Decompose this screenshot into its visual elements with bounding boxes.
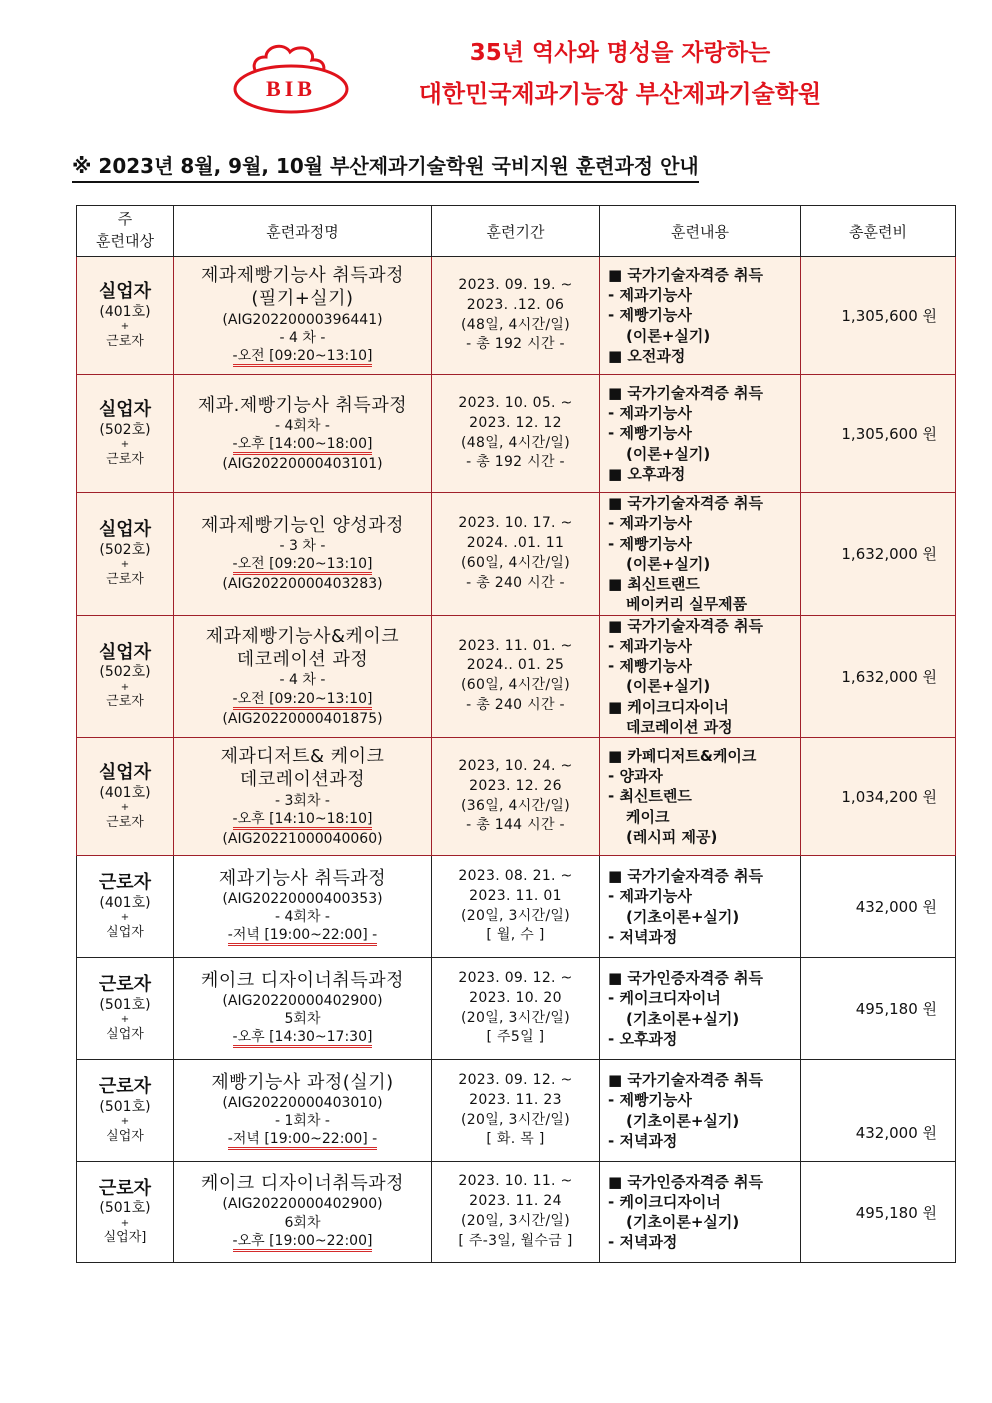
course-rows [77,257,956,1263]
course-name-cell [174,615,432,738]
period-line: - 총 240 시간 - [466,574,565,591]
course-line [174,1232,431,1252]
content-cell [600,1162,801,1263]
period-line: 2023. 10. 11. ~ [458,1173,573,1190]
content-heading: ■ 국가기술자격증 취득 [608,493,800,513]
course-line [174,537,431,555]
period-cell [432,1060,600,1162]
course-name-cell [174,738,432,856]
content-heading: ■ 국가기술자격증 취득 [608,866,800,886]
period-cell [432,375,600,493]
course-line [174,455,431,473]
period-line: 2023. 09. 12. ~ [458,1071,573,1088]
fee-cell: 1,305,600 원 [801,257,956,375]
course-line [174,514,431,537]
fee-cell: 432,000 원 [801,856,956,958]
period-line: 2024.. 01. 25 [466,657,565,674]
course-line [174,867,431,890]
content-cell [600,1060,801,1162]
course-code: (AIG20220000403101) [222,456,383,473]
period-line: 2023. 11. 01. ~ [458,637,573,654]
course-line [174,1214,431,1232]
target-main: 실업자 [98,399,152,421]
course-line [174,1112,431,1130]
target-plus: + [120,439,130,451]
period-cell [432,493,600,616]
period-line: 2023. 11. 24 [469,1193,562,1210]
target-plus: + [120,802,130,814]
target-plus: + [120,1217,130,1229]
target-room: (401호) [99,894,151,911]
course-line [174,768,431,791]
content-item: (레시피 제공) [626,827,718,846]
course-table [76,205,956,1263]
course-line [174,890,431,908]
target-sub: 실업자 [106,924,144,940]
target-room: (501호) [99,1200,151,1217]
course-code: (AIG20220000396441) [222,311,383,328]
period-line: - 총 192 시간 - [466,454,565,471]
course-time: -오후 [14:00~18:00] [233,436,373,455]
course-title: 케이크 디자이너취득과정 [201,1173,404,1195]
period-line: (36일, 4시간/일) [461,797,570,814]
period-line: 2023. 10. 20 [469,989,562,1006]
period-line: 2023. 11. 01 [469,887,562,904]
course-session: 6회차 [284,1214,321,1231]
course-line [174,710,431,728]
course-code: (AIG20220000403283) [222,576,383,593]
target-main: 근로자 [98,974,152,996]
period-line: (20일, 3시간/일) [461,1213,570,1229]
course-line [174,745,431,768]
period-line: 2023. 12. 12 [469,414,562,431]
table-row [77,1060,956,1162]
course-line [174,1010,431,1028]
content-heading: ■ 오후과정 [608,464,800,484]
target-sub: 근로자 [106,451,144,467]
period-line: [ 월, 수 ] [486,927,545,944]
slogan-line-1: 35년 역사와 명성을 자랑하는 [469,40,771,66]
header-target-bottom: 훈련대상 [96,232,154,250]
table-row [77,493,956,616]
course-line [174,1028,431,1048]
period-line: [ 주5일 ] [486,1029,545,1046]
content-item: - 제과기능사 [608,636,800,656]
course-line [174,555,431,575]
target-cell [77,375,174,493]
course-line [174,810,431,830]
target-cell [77,856,174,958]
content-heading: ■ 국가기술자격증 취득 [608,265,800,285]
period-line: 2023. 09. 19. ~ [458,276,573,293]
period-line: (60일, 4시간/일) [461,677,570,694]
target-cell [77,615,174,738]
fee-cell: 1,632,000 원 [801,615,956,738]
target-main: 실업자 [98,519,152,541]
slogan-line-2: 대한민국제과기능장 부산제과기술학원 [418,80,822,108]
period-line: - 총 192 시간 - [466,336,565,353]
target-main: 근로자 [98,1177,152,1199]
period-line: [ 주-3일, 월수금 ] [458,1232,573,1249]
course-session: - 3 차 - [279,538,326,555]
content-cell [600,615,801,738]
target-plus: + [120,912,130,924]
period-cell [432,958,600,1060]
course-line [174,1094,431,1112]
content-cell [600,856,801,958]
content-item: (이론+실기) [626,326,711,345]
header-period: 훈련기간 [432,206,600,257]
content-heading: ■ 카페디저트&케이크 [608,746,800,766]
content-item: - 오후과정 [608,1029,800,1049]
target-room: (502호) [99,541,151,558]
period-line: 2023, 10. 24. ~ [458,757,573,774]
course-name-cell [174,856,432,958]
content-item: 데코레이션 과정 [626,717,733,736]
content-item: 케이크 [626,807,670,826]
fee-cell: 495,180 원 [801,1162,956,1263]
table-row [77,257,956,375]
target-sub: 근로자 [106,571,144,587]
period-line: (48일, 4시간/일) [461,434,570,451]
content-item: - 저녁과정 [608,927,800,947]
course-name-cell [174,1162,432,1263]
header-target [77,206,174,257]
course-line [174,1130,431,1150]
content-item: - 제빵기능사 [608,656,800,676]
course-line [174,1195,431,1213]
content-item: (이론+실기) [626,554,711,573]
course-session: - 1회차 - [275,1113,330,1130]
course-title: 제빵기능사 과정(실기) [211,1071,394,1093]
course-code: (AIG20220000402900) [222,992,383,1009]
course-name-cell [174,958,432,1060]
table-row [77,1162,956,1263]
target-sub: 근로자 [106,333,144,349]
period-line: [ 화. 목 ] [486,1131,545,1148]
logo-text: BIB [266,76,316,101]
period-line: (20일, 3시간/일) [461,907,570,924]
target-sub: 실업자 [106,1128,144,1144]
target-main: 실업자 [98,762,152,784]
fee-cell: 1,034,200 원 [801,738,956,856]
target-plus: + [120,1014,130,1026]
course-line [174,1172,431,1195]
document-title: ※ 2023년 8월, 9월, 10월 부산제과기술학원 국비지원 훈련과정 안내 [72,150,699,183]
course-title: 제과기능사 취득과정 [218,867,387,889]
period-cell [432,738,600,856]
header-target-top: 주 [117,210,133,229]
course-time: -오후 [19:00~22:00] [233,1233,373,1252]
course-name-cell [174,493,432,616]
course-line [174,264,431,287]
period-line: 2023. 11. 23 [469,1091,562,1108]
content-cell [600,738,801,856]
target-cell [77,1162,174,1263]
course-session: - 4 차 - [279,329,326,346]
target-cell [77,493,174,616]
content-item: - 양과자 [608,766,800,786]
course-session: 5회차 [284,1011,321,1028]
content-item: (이론+실기) [626,677,711,696]
period-line: 2023. 09. 12. ~ [458,969,573,986]
target-main: 근로자 [98,1076,152,1098]
course-title: 제과제빵기능사 취득과정 [201,264,404,286]
course-code: (AIG20220000400353) [222,890,383,907]
course-session: - 3회차 - [275,792,330,809]
course-line [174,830,431,848]
table-header-row [77,206,956,257]
target-plus: + [120,559,130,571]
bib-logo [232,42,350,114]
fee-cell: 1,305,600 원 [801,375,956,493]
course-title: 제과.제빵기능사 취득과정 [197,394,408,416]
period-line: 2023. 12. 26 [469,777,562,794]
target-main: 근로자 [98,872,152,894]
content-cell [600,958,801,1060]
period-line: 2023. 08. 21. ~ [458,867,573,884]
content-item: (기초이론+실기) [626,1213,740,1231]
course-title: 데코레이션 과정 [236,649,369,671]
period-line: 2023. 10. 17. ~ [458,515,573,531]
content-item: - 제빵기능사 [608,534,800,554]
content-item: - 제과기능사 [608,403,800,423]
table-row [77,958,956,1060]
course-session: - 4 차 - [279,672,326,689]
course-title: 데코레이션과정 [239,769,366,791]
course-line [174,575,431,593]
course-line [174,625,431,648]
course-line [174,908,431,926]
period-cell [432,615,600,738]
course-title: 케이크 디자이너취득과정 [201,969,404,991]
content-item: (이론+실기) [626,444,711,463]
period-line: 2024. .01. 11 [466,534,565,551]
course-session: - 4회차 - [275,909,330,926]
content-item: - 제빵기능사 [608,1090,800,1110]
course-time: -오후 [14:30~17:30] [233,1029,373,1048]
course-line [174,671,431,689]
course-line [174,435,431,455]
target-room: (401호) [99,784,151,801]
period-line: - 총 144 시간 - [466,817,565,834]
content-heading: ■ 최신트랜드 [608,574,800,594]
course-line [174,347,431,367]
target-cell [77,738,174,856]
course-line [174,648,431,671]
target-sub: 실업자] [103,1230,147,1246]
content-cell [600,375,801,493]
course-name-cell [174,1060,432,1162]
target-room: (401호) [99,303,151,320]
target-room: (502호) [99,421,151,438]
target-main: 실업자 [98,281,152,303]
table-row [77,856,956,958]
course-name-cell [174,257,432,375]
content-item: - 최신트렌드 [608,786,800,806]
target-plus: + [120,321,130,333]
header-fee: 총훈련비 [801,206,956,257]
target-cell [77,1060,174,1162]
table-row [77,375,956,493]
course-title: 제과디저트& 케이크 [220,745,385,767]
content-item: - 제과기능사 [608,513,800,533]
target-main: 실업자 [98,641,152,663]
content-item: - 저녁과정 [608,1131,800,1151]
content-item: - 제빵기능사 [608,305,800,325]
course-time: -저녁 [19:00~22:00] - [228,1131,377,1150]
content-heading: ■ 국가기술자격증 취득 [608,1070,800,1090]
course-title: 제과제빵기능사&케이크 [205,625,400,647]
course-title: 제과제빵기능인 양성과정 [201,514,404,536]
period-line: 2023. .12. 06 [466,296,565,313]
target-room: (501호) [99,1098,151,1115]
course-code: (AIG20221000040060) [222,830,383,847]
target-sub: 실업자 [106,1026,144,1042]
content-item: 베이커리 실무제품 [626,595,748,614]
content-item: - 케이크디자이너 [608,1192,800,1212]
course-time: -오전 [09:20~13:10] [233,691,373,710]
content-heading: ■ 오전과정 [608,346,800,366]
fee-cell: 432,000 원 [801,1060,956,1162]
content-item: - 제빵기능사 [608,423,800,443]
period-line: - 총 240 시간 - [466,697,565,714]
target-cell [77,958,174,1060]
target-sub: 근로자 [106,814,144,830]
content-item: (기초이론+실기) [626,907,740,926]
table-row [77,615,956,738]
target-plus: + [120,681,130,693]
course-line [174,329,431,347]
fee-cell: 1,632,000 원 [801,493,956,616]
content-cell [600,493,801,616]
content-heading: ■ 국가기술자격증 취득 [608,616,800,636]
course-session: - 4회차 - [275,417,330,434]
content-item: (기초이론+실기) [626,1111,740,1130]
target-room: (502호) [99,664,151,681]
content-item: - 케이크디자이너 [608,988,800,1008]
header-course-name: 훈련과정명 [174,206,432,257]
target-cell [77,257,174,375]
target-room: (501호) [99,996,151,1013]
header-content: 훈련내용 [600,206,801,257]
course-time: -저녁 [19:00~22:00] - [228,927,377,946]
course-line [174,287,431,310]
content-item: - 저녁과정 [608,1232,800,1252]
period-cell [432,856,600,958]
target-sub: 근로자 [106,694,144,710]
course-line [174,926,431,946]
period-cell [432,1162,600,1263]
content-heading: ■ 국가인증자격증 취득 [608,1172,800,1192]
content-heading: ■ 국가기술자격증 취득 [608,383,800,403]
content-heading: ■ 국가인증자격증 취득 [608,968,800,988]
period-line: (20일, 3시간/일) [461,1111,570,1128]
course-time: -오후 [14:10~18:10] [233,811,373,830]
course-line [174,992,431,1010]
target-plus: + [120,1116,130,1128]
content-item: - 제과기능사 [608,285,800,305]
period-line: 2023. 10. 05. ~ [458,394,573,411]
course-line [174,690,431,710]
period-cell [432,257,600,375]
content-item: - 제과기능사 [608,886,800,906]
fee-cell: 495,180 원 [801,958,956,1060]
course-line [174,969,431,992]
content-heading: ■ 케이크디자이너 [608,697,800,717]
course-line [174,792,431,810]
table-row [77,738,956,856]
period-line: (60일, 4시간/일) [461,554,570,571]
course-line [174,394,431,417]
content-cell [600,257,801,375]
content-item: (기초이론+실기) [626,1009,740,1028]
period-line: (48일, 4시간/일) [461,316,570,333]
course-code: (AIG20220000402900) [222,1196,383,1213]
course-line [174,417,431,435]
course-line [174,311,431,329]
course-code: (AIG20220000401875) [222,710,383,727]
course-line [174,1071,431,1094]
course-code: (AIG20220000403010) [222,1094,383,1111]
course-name-cell [174,375,432,493]
course-title: (필기+실기) [251,288,354,310]
period-line: (20일, 3시간/일) [461,1009,570,1026]
course-time: -오전 [09:20~13:10] [233,348,373,367]
course-time: -오전 [09:20~13:10] [233,556,373,575]
